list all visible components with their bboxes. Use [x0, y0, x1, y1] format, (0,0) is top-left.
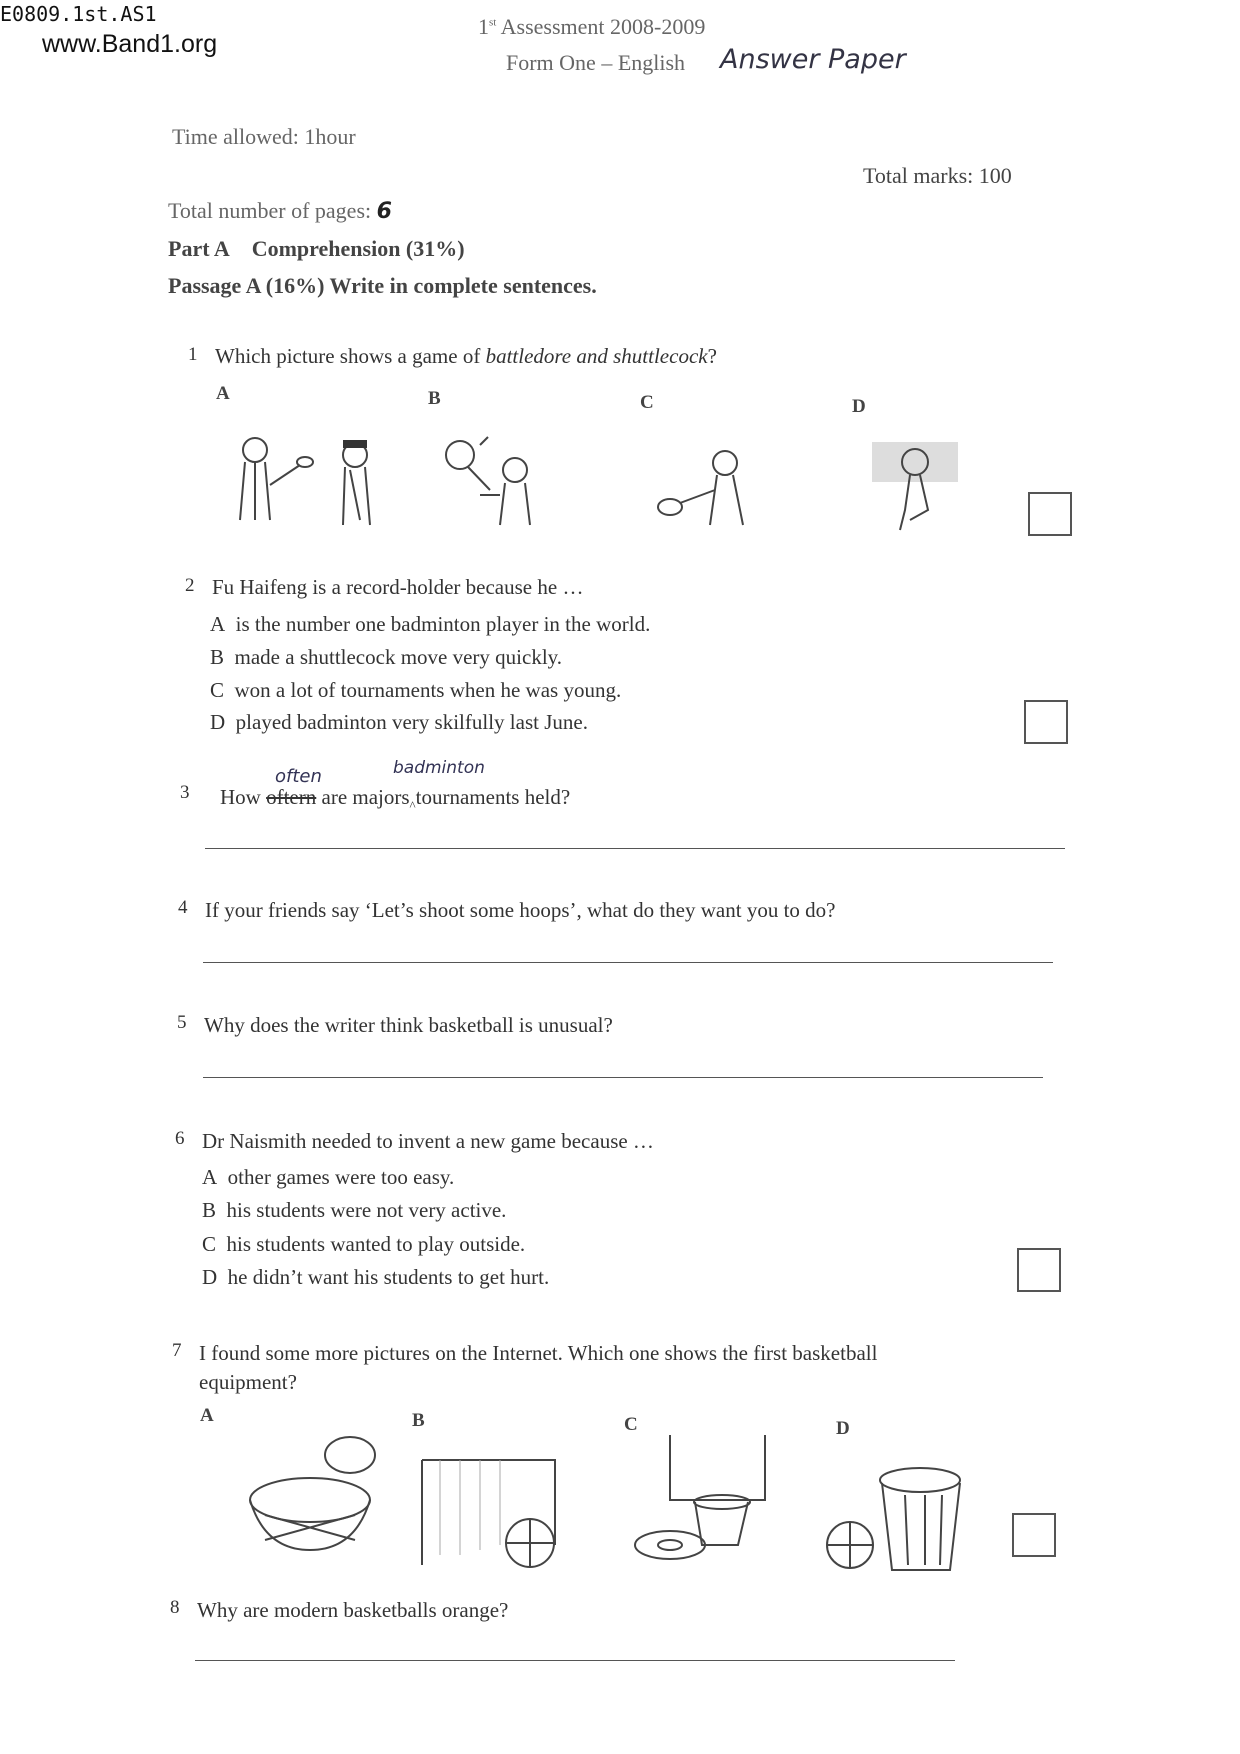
question-1-text — [215, 344, 717, 369]
assessment-text: Assessment 2008-2009 — [500, 14, 706, 39]
option-letter: D — [210, 710, 226, 734]
option-letter: B — [202, 1198, 217, 1222]
assessment-sup: st — [489, 16, 497, 29]
part-label: Part A — [168, 236, 230, 261]
question-3-text: How oftern are majors$_{\^{}}$tournaments held? — [220, 785, 571, 813]
option-text: made a shuttlecock move very quickly. — [234, 645, 563, 669]
question-number: 2 — [185, 575, 195, 596]
answer-line-q4[interactable] — [203, 962, 1053, 963]
option-text: is the number one badminton player in the world. — [235, 612, 651, 636]
picture-a-battledore — [225, 430, 385, 530]
q2-option-b[interactable] — [210, 645, 562, 670]
picture-label-b: B — [428, 388, 441, 409]
question-number: 1 — [188, 344, 198, 365]
handwritten-correction: often — [275, 766, 322, 787]
question-number: 6 — [175, 1128, 185, 1149]
total-marks: Total marks: 100 — [863, 163, 1012, 188]
question-8-text: Why are modern basketballs orange? — [197, 1598, 509, 1622]
pages-label: Total number of pages: — [168, 198, 372, 223]
pages-value: 6 — [376, 199, 392, 224]
picture-label-c: C — [640, 392, 654, 413]
q3-pre: How — [220, 785, 261, 809]
q2-option-c[interactable] — [210, 678, 621, 703]
website-link[interactable]: www.Band1.org — [42, 30, 218, 58]
handwritten-title: Answer Paper — [720, 44, 906, 75]
q6-option-d[interactable] — [202, 1265, 549, 1290]
picture-label-a: A — [200, 1405, 214, 1426]
answer-line-q8[interactable] — [195, 1660, 955, 1661]
time-allowed: Time allowed: 1hour — [172, 124, 356, 149]
part-heading — [168, 236, 465, 262]
assessment-title — [478, 14, 705, 40]
question-7-text-cont: equipment? — [199, 1370, 297, 1394]
option-letter: C — [202, 1232, 217, 1256]
picture-label-d: D — [852, 396, 866, 417]
q3-struck: oftern — [266, 785, 317, 809]
answer-box-q6[interactable] — [1017, 1248, 1061, 1292]
q1-italic: battledore and shuttlecock — [485, 344, 708, 368]
picture-label-c: C — [624, 1414, 638, 1435]
form-title: Form One – English — [506, 50, 686, 75]
answer-line-q5[interactable] — [203, 1077, 1043, 1078]
option-text: other games were too easy. — [227, 1165, 455, 1189]
q3-post2: tournaments held? — [415, 785, 571, 809]
picture-a-basket-ball — [245, 1430, 385, 1555]
answer-box-q7[interactable] — [1012, 1513, 1056, 1557]
question-number: 5 — [177, 1012, 187, 1033]
question-number: 7 — [172, 1340, 182, 1361]
picture-d-shuttlecock-kicking — [870, 440, 960, 535]
assessment-num: 1 — [478, 14, 489, 39]
option-text: his students wanted to play outside. — [226, 1232, 526, 1256]
question-4-text: If your friends say ‘Let’s shoot some hoops’, what do they want you to do? — [205, 898, 836, 922]
picture-label-b: B — [412, 1410, 425, 1431]
picture-b-badminton — [440, 435, 550, 530]
q1-text: Which picture shows a game of — [215, 344, 486, 368]
question-number: 3 — [180, 782, 190, 803]
question-number: 4 — [178, 897, 188, 918]
question-number: 8 — [170, 1597, 180, 1618]
answer-line-q3[interactable] — [205, 848, 1065, 849]
option-letter: B — [210, 645, 225, 669]
picture-d-trashcan-ball — [820, 1465, 970, 1575]
option-text: won a lot of tournaments when he was young. — [234, 678, 622, 702]
question-5-text: Why does the writer think basketball is unusual? — [204, 1013, 613, 1037]
option-text: he didn’t want his students to get hurt. — [227, 1265, 550, 1289]
part-title: Comprehension (31%) — [251, 236, 465, 261]
option-text: his students were not very active. — [226, 1198, 507, 1222]
option-letter: C — [210, 678, 225, 702]
option-letter: A — [210, 612, 226, 636]
q3-post: are majors — [321, 785, 410, 809]
question-2-text: Fu Haifeng is a record-holder because he … — [212, 575, 584, 599]
answer-box-q1[interactable] — [1028, 492, 1072, 536]
passage-instruction: Passage A (16%) Write in complete sentences. — [168, 273, 597, 298]
q6-option-a[interactable] — [202, 1165, 454, 1190]
document-code: E0809.1st.AS1 — [0, 2, 157, 26]
question-7-text: I found some more pictures on the Internet. Which one shows the first basketball — [199, 1341, 878, 1365]
picture-label-d: D — [836, 1418, 850, 1439]
picture-c-tennis — [655, 445, 765, 535]
q2-option-d[interactable] — [210, 710, 588, 735]
picture-label-a: A — [216, 383, 230, 404]
option-letter: D — [202, 1265, 218, 1289]
option-letter: A — [202, 1165, 218, 1189]
q1-end: ? — [707, 344, 717, 368]
q6-option-c[interactable] — [202, 1232, 525, 1257]
q6-option-b[interactable] — [202, 1198, 506, 1223]
total-pages — [168, 198, 392, 224]
picture-c-hoop-football — [630, 1430, 770, 1565]
picture-b-goal-ball — [420, 1455, 560, 1570]
answer-box-q2[interactable] — [1024, 700, 1068, 744]
q2-option-a[interactable] — [210, 612, 650, 637]
handwritten-insertion: badminton — [393, 758, 485, 778]
option-text: played badminton very skilfully last June. — [235, 710, 588, 734]
question-6-text: Dr Naismith needed to invent a new game because … — [202, 1129, 654, 1153]
